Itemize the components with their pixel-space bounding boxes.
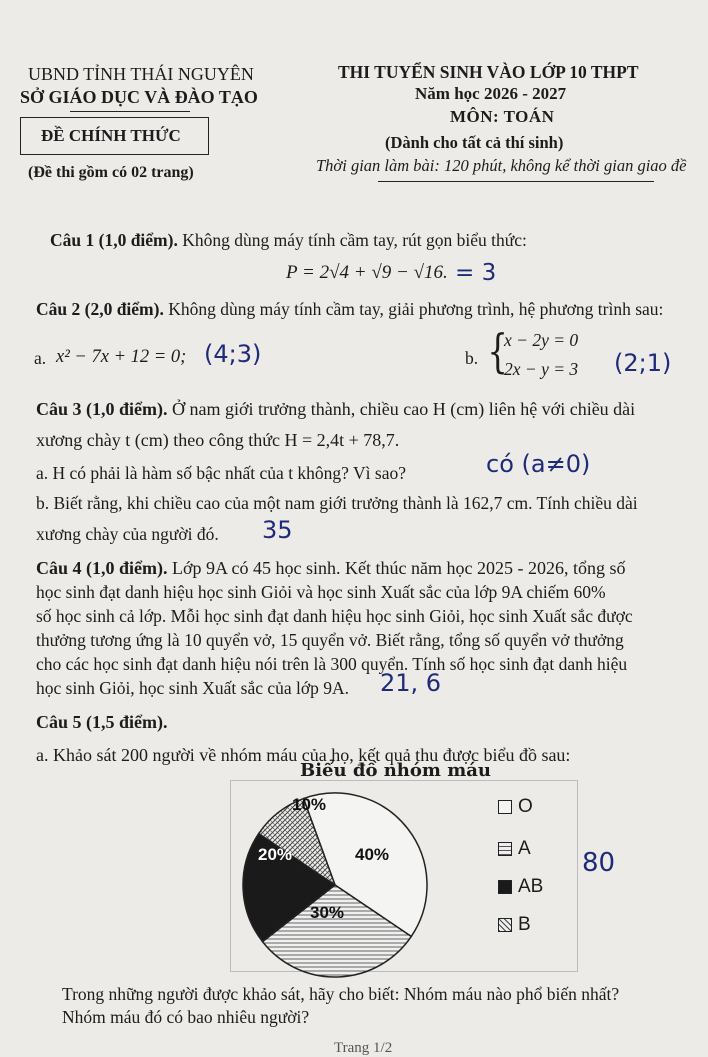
question-2a-handwritten-answer: (4;3) [204,340,262,368]
time-underline [378,181,654,182]
time-note: Thời gian làm bài: 120 phút, không kể thời gian giao đề [316,156,687,175]
pie-label-ab: 20% [258,845,293,864]
question-2-text: Không dùng máy tính cầm tay, giải phương trình, hệ phương trình sau: [163,299,664,319]
question-4-line5: cho các học sinh đạt danh hiệu nói trên là 300 quyển. Tính số học sinh đạt danh hiệu [36,654,628,674]
question-5-prompt-line1: Trong những người được khảo sát, hãy cho biết: Nhóm máu nào phổ biến nhất? [62,984,620,1004]
legend-label-b: B [518,914,531,935]
question-4-label: Câu 4 (1,0 điểm). [36,558,168,578]
question-3a-handwritten-answer: có (a≠0) [486,450,591,478]
school-year: Năm học 2026 - 2027 [415,84,567,103]
question-3b-line2: xương chày của người đó. [36,524,219,544]
legend-swatch-a [498,842,512,856]
question-4-line6: học sinh Giỏi, học sinh Xuất sắc của lớp 9A. [36,678,350,698]
question-2b-handwritten-answer: (2;1) [614,349,672,377]
question-2 [36,298,663,321]
question-2a-label: a. [34,348,47,368]
question-2b-eq1: x − 2y = 0 [504,330,579,350]
question-5a: a. Khảo sát 200 người về nhóm máu của họ, kết quả thu được biểu đồ sau: [36,745,571,765]
question-5-label: Câu 5 (1,5 điểm). [36,712,168,732]
question-3a: a. H có phải là hàm số bậc nhất của t không? Vì sao? [36,463,406,483]
question-1-text: Không dùng máy tính cầm tay, rút gọn biểu thức: [177,230,527,250]
legend-item-b [498,914,531,936]
question-3-line2: xương chày t (cm) theo công thức H = 2,4t + 78,7. [36,430,400,450]
pie-label-a: 30% [310,903,345,922]
question-4-line1 [36,557,625,580]
legend-label-a: A [518,838,531,859]
page-footer: Trang 1/2 [334,1040,393,1056]
question-3-line1 [36,398,635,421]
header-left-line2: SỞ GIÁO DỤC VÀ ĐÀO TẠO [20,87,258,107]
question-3-text: Ở nam giới trưởng thành, chiều cao H (cm) liên hệ với chiều dài [167,399,636,419]
legend-swatch-o [498,800,512,814]
question-1-formula: P = 2√4 + √9 − √16. [286,262,448,283]
pie-label-b: 10% [292,795,327,814]
header-left-underline [70,111,190,112]
official-stamp-text: ĐỀ CHÍNH THỨC [41,126,181,145]
system-brace: { [487,324,508,378]
chart-title: Biểu đồ nhóm máu [300,760,492,781]
question-3b-handwritten-answer: 35 [262,516,293,544]
question-4-text: Lớp 9A có 45 học sinh. Kết thúc năm học 2025 - 2026, tổng số [167,558,626,578]
audience: (Dành cho tất cả thí sinh) [385,133,564,152]
legend-label-ab: AB [518,876,544,897]
legend-swatch-ab [498,880,512,894]
question-3-label: Câu 3 (1,0 điểm). [36,399,168,419]
question-5-handwritten-answer: 80 [582,848,616,878]
question-5-prompt-line2: Nhóm máu đó có bao nhiêu người? [62,1007,310,1027]
subject: MÔN: TOÁN [450,107,555,126]
exam-title: THI TUYỂN SINH VÀO LỚP 10 THPT [338,62,639,82]
question-4-line2: học sinh đạt danh hiệu học sinh Giỏi và học sinh Xuất sắc của lớp 9A chiếm 60% [36,582,606,602]
legend-item-o [498,796,533,818]
question-2a-formula: x² − 7x + 12 = 0; [56,347,187,367]
header-left-line1: UBND TỈNH THÁI NGUYÊN [28,64,254,84]
question-3b-line1: b. Biết rằng, khi chiều cao của một nam giới trưởng thành là 162,7 cm. Tính chiều dài [36,493,638,513]
question-1 [50,229,527,252]
question-4-line3: số học sinh cả lớp. Mỗi học sinh đạt danh hiệu học sinh Giỏi, học sinh Xuất sắc được [36,606,633,626]
question-4-line4: thưởng tương ứng là 10 quyển vở, 15 quyển vở. Biết rằng, tổng số quyển vở thưởng [36,630,624,650]
question-1-handwritten-answer: = 3 [455,260,497,286]
question-2b-label: b. [465,348,479,368]
question-1-label: Câu 1 (1,0 điểm). [50,230,178,250]
pie-chart [240,790,440,990]
pie-label-o: 40% [355,845,390,864]
pages-note: (Đề thi gồm có 02 trang) [28,164,194,181]
question-2-label: Câu 2 (2,0 điểm). [36,299,164,319]
legend-swatch-b [498,918,512,932]
question-2b-eq2: 2x − y = 3 [504,359,579,379]
legend-label-o: O [518,796,533,817]
legend-item-ab [498,876,543,898]
question-4-handwritten-answer: 21, 6 [380,669,442,697]
legend-item-a [498,838,531,860]
